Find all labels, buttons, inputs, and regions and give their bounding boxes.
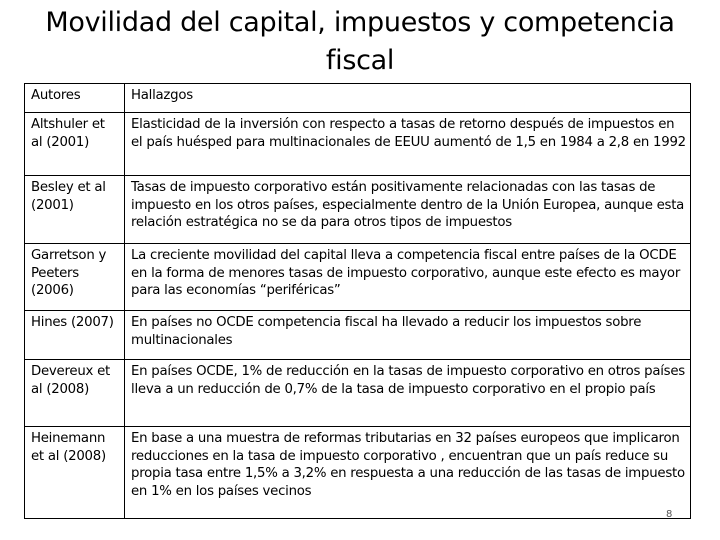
page-number: 8 xyxy=(666,509,673,520)
author-cell: Altshuler et al (2001) xyxy=(25,113,125,176)
finding-cell: En países OCDE, 1% de reducción en la tasas de impuesto corporativo en otros países lleva a un reducción de 0,7% de la tasa de impuesto corporativo en el propio país xyxy=(125,360,691,427)
author-cell: Besley et al (2001) xyxy=(25,176,125,244)
finding-cell: Tasas de impuesto corporativo están positivamente relacionadas con las tasas de impuesto en los otros países, especialmente dentro de la Unión Europea, aunque esta relación estratégica no se da para otros tipos de impuestos xyxy=(125,176,691,244)
table-row xyxy=(25,244,691,311)
finding-cell: Elasticidad de la inversión con respecto a tasas de retorno después de impuestos en el país huésped para multinacionales de EEUU aumentó de 1,5 en 1984 a 2,8 en 1992 xyxy=(125,113,691,176)
author-cell: Hines (2007) xyxy=(25,311,125,360)
finding-cell: En países no OCDE competencia fiscal ha llevado a reducir los impuestos sobre multinacionales xyxy=(125,311,691,360)
finding-cell: La creciente movilidad del capital lleva a competencia fiscal entre países de la OCDE en la forma de menores tasas de impuesto corporativo, aunque este efecto es mayor para las economías “periféricas” xyxy=(125,244,691,311)
table-row xyxy=(25,311,691,360)
header-autores: Autores xyxy=(25,84,125,113)
finding-cell: En base a una muestra de reformas tributarias en 32 países europeos que implicaron reducciones en la tasa de impuesto corporativo , encuentran que un país reduce su propia tasa entre 1,5% a 3,2% en respuesta a una reducción de las tasas de impuesto en 1% en los países vecinos xyxy=(125,427,691,519)
table-row xyxy=(25,360,691,427)
findings-table xyxy=(24,83,691,519)
table-row xyxy=(25,427,691,519)
table-header-row xyxy=(25,84,691,113)
table-row xyxy=(25,176,691,244)
header-hallazgos: Hallazgos xyxy=(125,84,691,113)
author-cell: Garretson y Peeters (2006) xyxy=(25,244,125,311)
author-cell: Heinemann et al (2008) xyxy=(25,427,125,519)
table-row xyxy=(25,113,691,176)
author-cell: Devereux et al (2008) xyxy=(25,360,125,427)
slide-title: Movilidad del capital, impuestos y competencia fiscal xyxy=(45,7,675,76)
